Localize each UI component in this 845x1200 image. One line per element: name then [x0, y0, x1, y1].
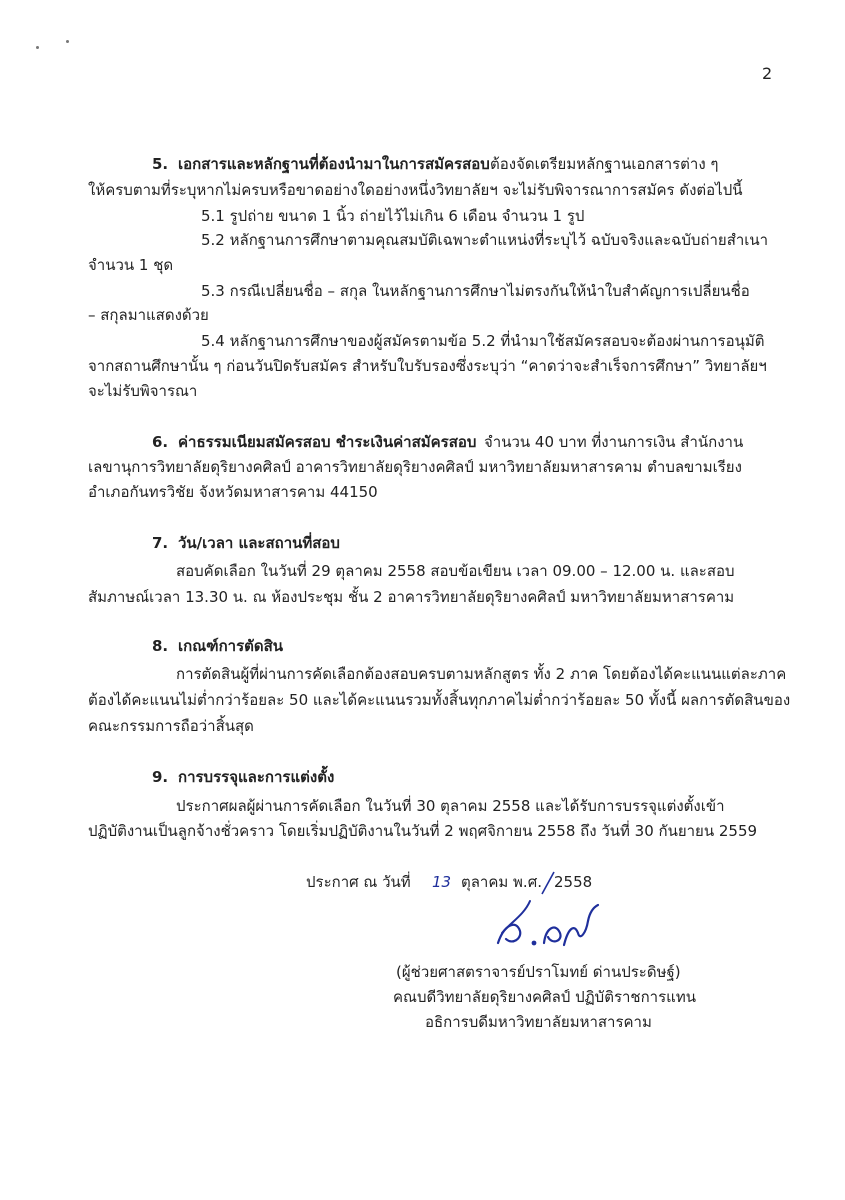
section-9-number: 9. — [152, 768, 169, 786]
scan-speck — [66, 40, 69, 43]
section-6-text-cont: เลขานุการวิทยาลัยดุริยางคศิลป์ อาคารวิทยาลัยดุริยางคศิลป์ มหาวิทยาลัยมหาสารคาม ตำบลขามเรียง — [88, 458, 742, 476]
signatory-position: คณบดีวิทยาลัยดุริยางคศิลป์ ปฏิบัติราชการแทน — [393, 988, 696, 1006]
section-8-text-cont2: คณะกรรมการถือว่าสิ้นสุด — [88, 717, 254, 735]
section-9-text: ประกาศผลผู้ผ่านการคัดเลือก ในวันที่ 30 ตุลาคม 2558 และได้รับการบรรจุแต่งตั้งเข้า — [176, 797, 725, 815]
signatory-name: (ผู้ช่วยศาสตราจารย์ปราโมทย์ ด่านประดิษฐ์) — [396, 963, 681, 981]
item-5-3-cont: – สกุลมาแสดงด้วย — [88, 306, 209, 324]
item-5-3: 5.3 กรณีเปลี่ยนชื่อ – สกุล ในหลักฐานการศึกษาไม่ตรงกันให้นำใบสำคัญการเปลี่ยนชื่อ — [201, 282, 750, 300]
scan-speck — [36, 46, 39, 49]
announcement-prefix: ประกาศ ณ วันที่ — [306, 873, 411, 891]
section-9-text-cont: ปฏิบัติงานเป็นลูกจ้างชั่วคราว โดยเริ่มปฏิบัติงานในวันที่ 2 พฤศจิกายน 2558 ถึง วันที่ 30 กันยายน 2559 — [88, 822, 758, 840]
section-8-text-cont: ต้องได้คะแนนไม่ต่ำกว่าร้อยละ 50 และได้คะแนนรวมทั้งสิ้นทุกภาคไม่ต่ำกว่าร้อยละ 50 ทั้งนี้ ผลการตัดสินของ — [88, 691, 791, 709]
section-7-number: 7. — [152, 534, 169, 552]
signatory-position-2: อธิการบดีมหาวิทยาลัยมหาสารคาม — [425, 1013, 652, 1031]
item-5-1: 5.1 รูปถ่าย ขนาด 1 นิ้ว ถ่ายไว้ไม่เกิน 6 เดือน จำนวน 1 รูป — [201, 207, 585, 225]
announcement-day: 13 — [432, 873, 452, 891]
section-7-heading: วัน/เวลา และสถานที่สอบ — [178, 534, 340, 552]
section-7-text-cont: สัมภาษณ์เวลา 13.30 น. ณ ห้องประชุม ชั้น 2 อาคารวิทยาลัยดุริยางคศิลป์ มหาวิทยาลัยมหาสารคาม — [88, 588, 735, 606]
item-5-2-cont: จำนวน 1 ชุด — [88, 256, 174, 274]
section-6-number: 6. — [152, 433, 169, 451]
section-8-text: การตัดสินผู้ที่ผ่านการคัดเลือกต้องสอบครบตามหลักสูตร ทั้ง 2 ภาค โดยต้องได้คะแนนแต่ละภาค — [176, 665, 787, 683]
signature-scribble — [490, 893, 610, 955]
section-5-number: 5. — [152, 155, 169, 173]
item-5-4-cont: จากสถานศึกษานั้น ๆ ก่อนวันปิดรับสมัคร สำหรับใบรับรองซึ่งระบุว่า “คาดว่าจะสำเร็จการศึกษา” วิทยาลัยฯ — [88, 357, 767, 375]
section-6-text-cont2: อำเภอกันทรวิชัย จังหวัดมหาสารคาม 44150 — [88, 483, 378, 501]
page-number: 2 — [762, 64, 773, 83]
section-8-heading: เกณฑ์การตัดสิน — [178, 637, 284, 655]
announcement-year: 2558 — [554, 873, 593, 891]
item-5-4-cont2: จะไม่รับพิจารณา — [88, 382, 198, 400]
section-6-text: จำนวน 40 บาท ที่งานการเงิน สำนักงาน — [484, 433, 744, 451]
section-6-heading: ค่าธรรมเนียมสมัครสอบ ชำระเงินค่าสมัครสอบ — [178, 433, 477, 451]
section-7-text: สอบคัดเลือก ในวันที่ 29 ตุลาคม 2558 สอบข้อเขียน เวลา 09.00 – 12.00 น. และสอบ — [176, 562, 735, 580]
section-5-intro-cont: ให้ครบตามที่ระบุหากไม่ครบหรือขาดอย่างใดอย่างหนึ่งวิทยาลัยฯ จะไม่รับพิจารณาการสมัคร ดังต่อไปนี้ — [88, 181, 743, 199]
section-5-intro: ต้องจัดเตรียมหลักฐานเอกสารต่าง ๆ — [490, 155, 719, 173]
section-9-heading: การบรรจุและการแต่งตั้ง — [178, 768, 335, 786]
announcement-month: ตุลาคม พ.ศ. — [461, 873, 542, 891]
section-8-number: 8. — [152, 637, 169, 655]
section-5-heading: เอกสารและหลักฐานที่ต้องนำมาในการสมัครสอบ — [178, 155, 490, 173]
item-5-2: 5.2 หลักฐานการศึกษาตามคุณสมบัติเฉพาะตำแหน่งที่ระบุไว้ ฉบับจริงและฉบับถ่ายสำเนา — [201, 231, 769, 249]
signature — [490, 893, 610, 959]
item-5-4: 5.4 หลักฐานการศึกษาของผู้สมัครตามข้อ 5.2 ที่นำมาใช้สมัครสอบจะต้องผ่านการอนุมัติ — [201, 332, 765, 350]
